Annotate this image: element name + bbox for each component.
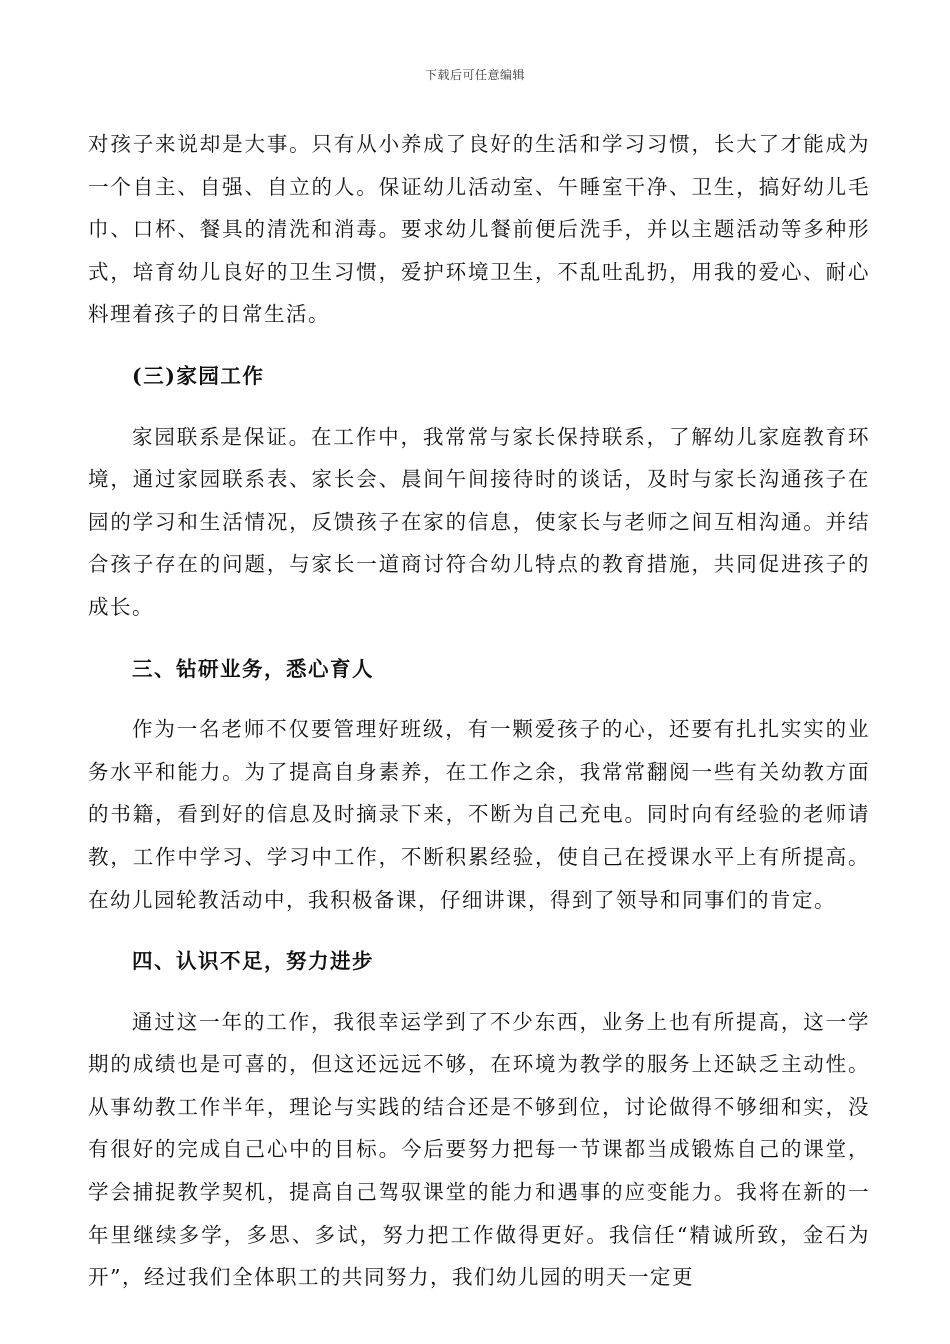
paragraph-hygiene-habits: 对孩子来说却是大事。只有从小养成了良好的生活和学习习惯，长大了才能成为一个自主、自强、自立的人。保证幼儿活动室、午睡室干净、卫生，搞好幼儿毛巾、口杯、餐具的清洗和消毒。要求幼儿餐前便后洗手，并以主题活动等多种形式，培育幼儿良好的卫生习惯，爱护环境卫生，不乱吐乱扔，用我的爱心、耐心料理着孩子的日常生活。 (88, 132, 870, 327)
paragraph-home-school: 家园联系是保证。在工作中，我常常与家长保持联系，了解幼儿家庭教育环境，通过家园联系表、家长会、晨间午间接待时的谈话，及时与家长沟通孩子在园的学习和生活情况，反馈孩子在家的信息，使家长与老师之间互相沟通。并结合孩子存在的问题，与家长一道商讨符合幼儿特点的教育措施，共同促进孩子的成长。 (88, 424, 870, 619)
section-heading-professional-study: 三、钻研业务，悉心育人 (132, 656, 374, 681)
section-heading-shortcomings: 四、认识不足，努力进步 (132, 949, 374, 974)
document-body (88, 123, 870, 1299)
paragraph-shortcomings: 通过这一年的工作，我很幸运学到了不少东西，业务上也有所提高，这一学期的成绩也是可喜的，但这还远远不够，在环境为教学的服务上还缺乏主动性。从事幼教工作半年，理论与实践的结合还是不够到位，讨论做得不够细和实，没有很好的完成自己心中的目标。今后要努力把每一节课都当成锻炼自己的课堂，学会捕捉教学契机，提高自己驾驭课堂的能力和遇事的应变能力。我将在新的一年里继续多学，多思、多试，努力把工作做得更好。我信任“精诚所致，金石为开”，经过我们全体职工的共同努力，我们幼儿园的明天一定更 (88, 1009, 870, 1290)
paragraph-professional-study: 作为一名老师不仅要管理好班级，有一颗爱孩子的心，还要有扎扎实实的业务水平和能力。为了提高自身素养，在工作之余，我常常翻阅一些有关幼教方面的书籍，看到好的信息及时摘录下来，不断为自己充电。同时向有经验的老师请教，工作中学习、学习中工作，不断积累经验，使自己在授课水平上有所提高。在幼儿园轮教活动中，我积极备课，仔细讲课，得到了领导和同事们的肯定。 (88, 717, 870, 912)
page-header-note: 下载后可任意编辑 (424, 68, 525, 82)
section-heading-home-school: (三)家园工作 (132, 363, 265, 388)
